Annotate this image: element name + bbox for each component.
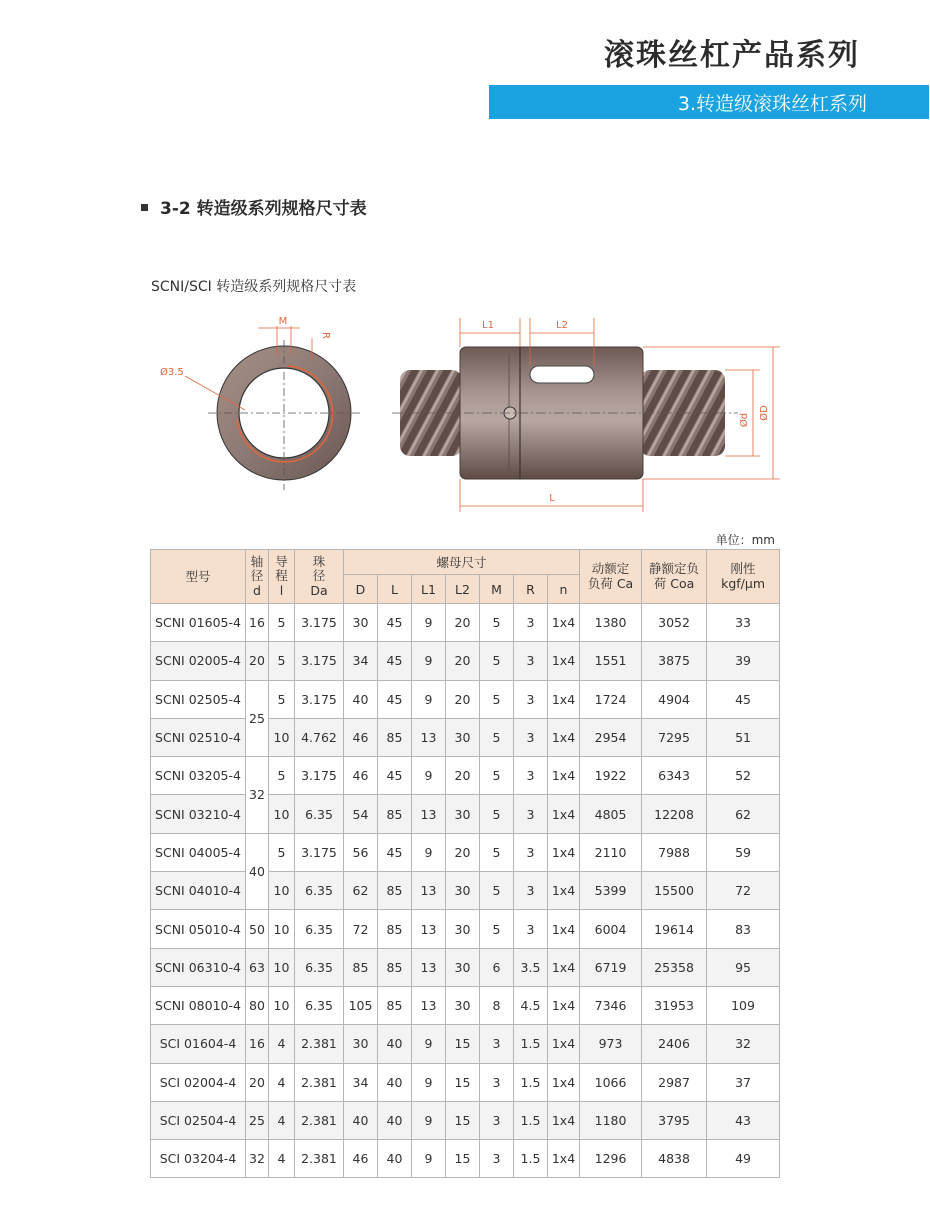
cell-coa: 25358 xyxy=(642,948,707,986)
series-title: 3.转造级滚珠丝杠系列 xyxy=(677,93,867,115)
cell-l1: 13 xyxy=(412,872,446,910)
table-row xyxy=(151,986,780,1024)
cell-k: 83 xyxy=(707,910,780,948)
cell-k: 32 xyxy=(707,1025,780,1063)
cell-ca: 1180 xyxy=(580,1101,642,1139)
cell-shaft-d: 20 xyxy=(246,1063,269,1101)
cell-r: 3 xyxy=(514,680,548,718)
cell-ca: 2954 xyxy=(580,718,642,756)
table-row xyxy=(151,604,780,642)
cell-n: 1x4 xyxy=(548,1140,580,1178)
cell-l: 40 xyxy=(378,1025,412,1063)
cell-l: 85 xyxy=(378,986,412,1024)
cell-n: 1x4 xyxy=(548,986,580,1024)
page-title: 滚珠丝杠产品系列 xyxy=(604,38,860,73)
cell-da: 3.175 xyxy=(295,757,344,795)
cell-model: SCI 02504-4 xyxy=(151,1101,246,1139)
table-row xyxy=(151,910,780,948)
cell-r: 3 xyxy=(514,718,548,756)
cell-lead: 5 xyxy=(269,757,295,795)
cell-l: 45 xyxy=(378,642,412,680)
cell-model: SCNI 03210-4 xyxy=(151,795,246,833)
cell-shaft-d: 25 xyxy=(246,1101,269,1139)
cell-l1: 9 xyxy=(412,642,446,680)
cell-r: 3 xyxy=(514,795,548,833)
cell-lead: 4 xyxy=(269,1140,295,1178)
cell-n: 1x4 xyxy=(548,604,580,642)
cell-l2: 20 xyxy=(446,604,480,642)
cell-d: 56 xyxy=(344,833,378,871)
cell-r: 1.5 xyxy=(514,1025,548,1063)
dim-m-label: M xyxy=(278,316,288,327)
header-shaft-d: 轴 径 d xyxy=(246,550,269,604)
table-row xyxy=(151,1025,780,1063)
cell-m: 3 xyxy=(480,1025,514,1063)
cell-l1: 9 xyxy=(412,680,446,718)
spec-table xyxy=(150,549,780,1178)
header-dynamic-load: 动额定 负荷 Ca xyxy=(580,550,642,604)
cell-l2: 20 xyxy=(446,680,480,718)
cell-n: 1x4 xyxy=(548,1025,580,1063)
dim-hole-label: Ø3.5 xyxy=(160,367,184,378)
dim-d-big-label: ØD xyxy=(759,405,770,421)
cell-k: 72 xyxy=(707,872,780,910)
cell-n: 1x4 xyxy=(548,680,580,718)
dim-d-small-label: Ød xyxy=(739,412,750,428)
cell-m: 5 xyxy=(480,795,514,833)
cell-m: 3 xyxy=(480,1140,514,1178)
cell-n: 1x4 xyxy=(548,757,580,795)
cell-model: SCNI 04005-4 xyxy=(151,833,246,871)
cell-d: 105 xyxy=(344,986,378,1024)
cell-da: 6.35 xyxy=(295,948,344,986)
cell-m: 5 xyxy=(480,642,514,680)
cell-n: 1x4 xyxy=(548,718,580,756)
cell-da: 3.175 xyxy=(295,680,344,718)
cell-lead: 10 xyxy=(269,872,295,910)
cell-k: 52 xyxy=(707,757,780,795)
cell-m: 5 xyxy=(480,910,514,948)
cell-l2: 30 xyxy=(446,910,480,948)
cell-model: SCNI 02505-4 xyxy=(151,680,246,718)
dim-l1-label: L1 xyxy=(482,320,494,331)
cell-k: 109 xyxy=(707,986,780,1024)
cell-lead: 5 xyxy=(269,680,295,718)
cell-m: 5 xyxy=(480,757,514,795)
cell-d: 85 xyxy=(344,948,378,986)
cell-coa: 3052 xyxy=(642,604,707,642)
cell-shaft-d: 25 xyxy=(246,680,269,757)
cell-da: 2.381 xyxy=(295,1063,344,1101)
cell-shaft-d: 20 xyxy=(246,642,269,680)
cell-n: 1x4 xyxy=(548,1101,580,1139)
cell-l: 40 xyxy=(378,1063,412,1101)
unit-label: 单位：mm xyxy=(715,533,775,547)
cell-l2: 20 xyxy=(446,642,480,680)
cell-m: 5 xyxy=(480,680,514,718)
cell-l2: 15 xyxy=(446,1101,480,1139)
cell-coa: 7295 xyxy=(642,718,707,756)
cell-model: SCNI 03205-4 xyxy=(151,757,246,795)
cell-ca: 1296 xyxy=(580,1140,642,1178)
cell-l2: 15 xyxy=(446,1025,480,1063)
cell-shaft-d: 50 xyxy=(246,910,269,948)
cell-l1: 13 xyxy=(412,718,446,756)
cell-l1: 9 xyxy=(412,1063,446,1101)
cell-m: 8 xyxy=(480,986,514,1024)
cell-l1: 9 xyxy=(412,757,446,795)
cell-coa: 12208 xyxy=(642,795,707,833)
cell-l: 40 xyxy=(378,1140,412,1178)
cell-d: 46 xyxy=(344,718,378,756)
cell-shaft-d: 32 xyxy=(246,1140,269,1178)
header-ball-dia: 珠 径 Da xyxy=(295,550,344,604)
cell-da: 6.35 xyxy=(295,872,344,910)
cell-n: 1x4 xyxy=(548,642,580,680)
cell-l1: 9 xyxy=(412,1025,446,1063)
cell-ca: 7346 xyxy=(580,986,642,1024)
cell-n: 1x4 xyxy=(548,795,580,833)
cell-da: 6.35 xyxy=(295,795,344,833)
cell-model: SCNI 02005-4 xyxy=(151,642,246,680)
cell-r: 3 xyxy=(514,872,548,910)
table-row xyxy=(151,1063,780,1101)
cell-l1: 9 xyxy=(412,604,446,642)
cell-model: SCNI 04010-4 xyxy=(151,872,246,910)
cell-ca: 1380 xyxy=(580,604,642,642)
cell-m: 5 xyxy=(480,718,514,756)
cell-d: 46 xyxy=(344,1140,378,1178)
table-row xyxy=(151,833,780,871)
cell-d: 34 xyxy=(344,1063,378,1101)
cell-k: 43 xyxy=(707,1101,780,1139)
cell-d: 54 xyxy=(344,795,378,833)
header-n: n xyxy=(548,575,580,604)
header-nut-dimensions: 螺母尺寸 xyxy=(344,550,580,575)
cell-coa: 3875 xyxy=(642,642,707,680)
cell-l1: 13 xyxy=(412,948,446,986)
cell-l2: 30 xyxy=(446,948,480,986)
cell-l2: 15 xyxy=(446,1140,480,1178)
cell-coa: 4904 xyxy=(642,680,707,718)
cell-ca: 1066 xyxy=(580,1063,642,1101)
dim-l2-label: L2 xyxy=(556,320,568,331)
cell-k: 45 xyxy=(707,680,780,718)
diagram-caption: SCNI/SCI 转造级系列规格尺寸表 xyxy=(151,279,357,295)
table-row xyxy=(151,1140,780,1178)
cell-r: 3.5 xyxy=(514,948,548,986)
cell-l: 85 xyxy=(378,795,412,833)
cell-ca: 1551 xyxy=(580,642,642,680)
cell-da: 3.175 xyxy=(295,833,344,871)
cell-model: SCNI 01605-4 xyxy=(151,604,246,642)
cell-r: 3 xyxy=(514,642,548,680)
cell-l1: 9 xyxy=(412,833,446,871)
cell-coa: 2987 xyxy=(642,1063,707,1101)
cell-ca: 973 xyxy=(580,1025,642,1063)
cell-r: 3 xyxy=(514,604,548,642)
table-row xyxy=(151,757,780,795)
cell-lead: 4 xyxy=(269,1101,295,1139)
cell-d: 72 xyxy=(344,910,378,948)
cell-l: 85 xyxy=(378,872,412,910)
header-M: M xyxy=(480,575,514,604)
header-static-load: 静额定负 荷 Coa xyxy=(642,550,707,604)
dim-l-label: L xyxy=(549,493,555,504)
cell-da: 6.35 xyxy=(295,986,344,1024)
header-R: R xyxy=(514,575,548,604)
cell-k: 59 xyxy=(707,833,780,871)
cell-shaft-d: 63 xyxy=(246,948,269,986)
cell-lead: 10 xyxy=(269,910,295,948)
cell-l2: 30 xyxy=(446,795,480,833)
cell-l2: 15 xyxy=(446,1063,480,1101)
cell-coa: 7988 xyxy=(642,833,707,871)
cell-l: 45 xyxy=(378,680,412,718)
cell-k: 39 xyxy=(707,642,780,680)
cell-model: SCNI 06310-4 xyxy=(151,948,246,986)
cell-d: 30 xyxy=(344,604,378,642)
header-L2: L2 xyxy=(446,575,480,604)
cell-da: 2.381 xyxy=(295,1101,344,1139)
ball-screw-diagram xyxy=(0,0,930,520)
cell-lead: 4 xyxy=(269,1025,295,1063)
cell-lead: 10 xyxy=(269,986,295,1024)
dim-r-label: R xyxy=(320,332,331,339)
cell-l2: 20 xyxy=(446,757,480,795)
cell-da: 4.762 xyxy=(295,718,344,756)
header-model: 型号 xyxy=(151,550,246,604)
cell-ca: 5399 xyxy=(580,872,642,910)
cell-coa: 6343 xyxy=(642,757,707,795)
header-rigidity: 刚性 kgf/μm xyxy=(707,550,780,604)
cell-coa: 3795 xyxy=(642,1101,707,1139)
cell-d: 40 xyxy=(344,680,378,718)
table-row xyxy=(151,795,780,833)
cell-d: 46 xyxy=(344,757,378,795)
cell-n: 1x4 xyxy=(548,872,580,910)
cell-shaft-d: 16 xyxy=(246,1025,269,1063)
cell-k: 37 xyxy=(707,1063,780,1101)
cell-ca: 6719 xyxy=(580,948,642,986)
cell-model: SCI 03204-4 xyxy=(151,1140,246,1178)
cell-m: 3 xyxy=(480,1101,514,1139)
cell-model: SCI 01604-4 xyxy=(151,1025,246,1063)
cell-model: SCNI 08010-4 xyxy=(151,986,246,1024)
cell-l2: 30 xyxy=(446,986,480,1024)
cell-lead: 10 xyxy=(269,948,295,986)
cell-r: 1.5 xyxy=(514,1063,548,1101)
cell-shaft-d: 80 xyxy=(246,986,269,1024)
cell-ca: 1724 xyxy=(580,680,642,718)
cell-r: 3 xyxy=(514,757,548,795)
cell-n: 1x4 xyxy=(548,833,580,871)
table-row xyxy=(151,680,780,718)
cell-k: 62 xyxy=(707,795,780,833)
cell-k: 95 xyxy=(707,948,780,986)
cell-n: 1x4 xyxy=(548,1063,580,1101)
cell-ca: 1922 xyxy=(580,757,642,795)
cell-m: 6 xyxy=(480,948,514,986)
cell-m: 5 xyxy=(480,604,514,642)
cell-l: 85 xyxy=(378,948,412,986)
cell-shaft-d: 32 xyxy=(246,757,269,834)
table-row xyxy=(151,872,780,910)
cell-coa: 19614 xyxy=(642,910,707,948)
cell-ca: 4805 xyxy=(580,795,642,833)
cell-r: 3 xyxy=(514,910,548,948)
cell-model: SCNI 02510-4 xyxy=(151,718,246,756)
cell-lead: 10 xyxy=(269,718,295,756)
cell-l1: 13 xyxy=(412,795,446,833)
cell-l1: 13 xyxy=(412,910,446,948)
cell-da: 3.175 xyxy=(295,604,344,642)
cell-d: 30 xyxy=(344,1025,378,1063)
header-L1: L1 xyxy=(412,575,446,604)
cell-l2: 30 xyxy=(446,718,480,756)
cell-coa: 31953 xyxy=(642,986,707,1024)
cell-l1: 9 xyxy=(412,1140,446,1178)
cell-l: 40 xyxy=(378,1101,412,1139)
cell-r: 4.5 xyxy=(514,986,548,1024)
section-heading-text: 3-2 转造级系列规格尺寸表 xyxy=(160,199,367,219)
cell-r: 1.5 xyxy=(514,1101,548,1139)
cell-n: 1x4 xyxy=(548,948,580,986)
cell-l: 45 xyxy=(378,833,412,871)
cell-n: 1x4 xyxy=(548,910,580,948)
cell-d: 62 xyxy=(344,872,378,910)
table-row xyxy=(151,948,780,986)
cell-l1: 13 xyxy=(412,986,446,1024)
cell-l: 85 xyxy=(378,910,412,948)
cell-d: 34 xyxy=(344,642,378,680)
table-row xyxy=(151,718,780,756)
table-row xyxy=(151,642,780,680)
cell-lead: 5 xyxy=(269,604,295,642)
cell-da: 2.381 xyxy=(295,1140,344,1178)
cell-da: 6.35 xyxy=(295,910,344,948)
cell-lead: 5 xyxy=(269,833,295,871)
cell-l1: 9 xyxy=(412,1101,446,1139)
cell-k: 49 xyxy=(707,1140,780,1178)
cell-l2: 20 xyxy=(446,833,480,871)
side-view xyxy=(392,318,780,512)
cell-l: 85 xyxy=(378,718,412,756)
cell-lead: 10 xyxy=(269,795,295,833)
cell-da: 3.175 xyxy=(295,642,344,680)
cell-m: 5 xyxy=(480,833,514,871)
cell-k: 33 xyxy=(707,604,780,642)
cell-model: SCNI 05010-4 xyxy=(151,910,246,948)
cell-coa: 4838 xyxy=(642,1140,707,1178)
cell-d: 40 xyxy=(344,1101,378,1139)
cell-lead: 5 xyxy=(269,642,295,680)
cell-l2: 30 xyxy=(446,872,480,910)
key-slot xyxy=(530,366,594,383)
cell-k: 51 xyxy=(707,718,780,756)
cell-da: 2.381 xyxy=(295,1025,344,1063)
cell-lead: 4 xyxy=(269,1063,295,1101)
cell-m: 5 xyxy=(480,872,514,910)
table-row xyxy=(151,1101,780,1139)
cell-r: 1.5 xyxy=(514,1140,548,1178)
cell-r: 3 xyxy=(514,833,548,871)
header-L: L xyxy=(378,575,412,604)
cell-shaft-d: 40 xyxy=(246,833,269,910)
spec-table-body xyxy=(151,604,780,1178)
cell-coa: 15500 xyxy=(642,872,707,910)
cell-m: 3 xyxy=(480,1063,514,1101)
cell-shaft-d: 16 xyxy=(246,604,269,642)
cell-coa: 2406 xyxy=(642,1025,707,1063)
cell-ca: 2110 xyxy=(580,833,642,871)
cell-l: 45 xyxy=(378,604,412,642)
cell-ca: 6004 xyxy=(580,910,642,948)
header-D: D xyxy=(344,575,378,604)
cell-model: SCI 02004-4 xyxy=(151,1063,246,1101)
header-lead: 导 程 l xyxy=(269,550,295,604)
end-view xyxy=(160,316,360,490)
cell-l: 45 xyxy=(378,757,412,795)
